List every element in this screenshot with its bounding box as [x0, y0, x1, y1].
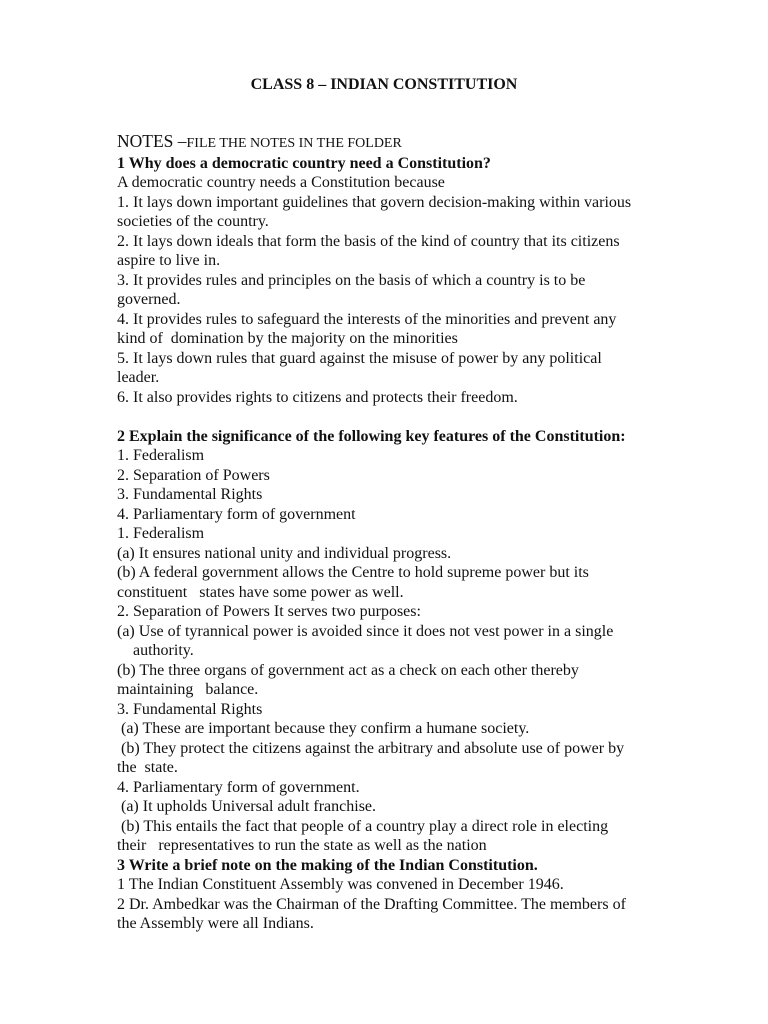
- question-2-heading: 2 Explain the significance of the following key features of the Constitution:: [117, 427, 626, 445]
- notes-header: [117, 132, 757, 154]
- text-line: governed.: [117, 291, 181, 308]
- text-line: leader.: [117, 369, 160, 386]
- text-line: (a) Use of tyrannical power is avoided since it does not vest power in a single: [117, 622, 614, 640]
- text-line: 4. Parliamentary form of government: [117, 505, 356, 523]
- text-line: kind of domination by the majority on the minorities: [117, 330, 458, 347]
- text-line: societies of the country.: [117, 213, 269, 230]
- text-line: (a) It ensures national unity and individual progress.: [117, 544, 452, 562]
- document-body: [117, 132, 757, 934]
- text-line: 4. Parliamentary form of government.: [117, 778, 360, 796]
- question-1-heading: 1 Why does a democratic country need a Constitution?: [117, 154, 491, 172]
- text-line: 1. It lays down important guidelines that govern decision-making within various: [117, 193, 632, 211]
- notes-instruction: FILE THE NOTES IN THE FOLDER: [186, 136, 402, 151]
- text-line: the state.: [117, 759, 178, 776]
- question-3-heading: 3 Write a brief note on the making of the Indian Constitution.: [117, 856, 538, 874]
- question-2-answer: [117, 446, 757, 856]
- text-line: 6. It also provides rights to citizens and protects their freedom.: [117, 388, 518, 406]
- text-line: 1. Federalism: [117, 447, 205, 464]
- text-line: their representatives to run the state as well as the nation: [117, 837, 487, 854]
- text-line: (a) It upholds Universal adult franchise.: [117, 798, 377, 815]
- text-line: 3. Fundamental Rights: [117, 700, 263, 718]
- text-line: aspire to live in.: [117, 252, 221, 269]
- text-line: (b) They protect the citizens against the arbitrary and absolute use of power by: [117, 739, 625, 757]
- notes-label: NOTES –: [117, 131, 187, 151]
- text-line: 2 Dr. Ambedkar was the Chairman of the Drafting Committee. The members of: [117, 895, 626, 913]
- text-line: maintaining balance.: [117, 681, 259, 698]
- text-line: constituent states have some power as well.: [117, 583, 404, 601]
- section-spacer: [117, 407, 757, 427]
- text-line: (b) This entails the fact that people of a country play a direct role in electing: [117, 817, 609, 835]
- text-line: 5. It lays down rules that guard against the misuse of power by any political: [117, 349, 602, 367]
- text-line: 4. It provides rules to safeguard the interests of the minorities and prevent any: [117, 310, 617, 328]
- text-line: (a) These are important because they confirm a humane society.: [117, 720, 530, 737]
- text-line: 1 The Indian Constituent Assembly was convened in December 1946.: [117, 876, 564, 893]
- text-line: 1. Federalism: [117, 525, 205, 542]
- text-line: 2. Separation of Powers: [117, 466, 270, 484]
- question-3-answer: [117, 875, 757, 934]
- text-line: authority.: [117, 642, 194, 659]
- text-line: (b) The three organs of government act as a check on each other thereby: [117, 661, 579, 679]
- question-1-answer: [117, 173, 757, 407]
- text-line: 2. Separation of Powers It serves two purposes:: [117, 603, 421, 620]
- text-line: the Assembly were all Indians.: [117, 915, 314, 932]
- text-line: (b) A federal government allows the Centre to hold supreme power but its: [117, 564, 589, 581]
- page-title: CLASS 8 – INDIAN CONSTITUTION: [250, 76, 518, 93]
- text-line: 3. Fundamental Rights: [117, 486, 263, 503]
- text-line: A democratic country needs a Constitution because: [117, 174, 445, 191]
- text-line: 2. It lays down ideals that form the basis of the kind of country that its citizens: [117, 232, 620, 250]
- text-line: 3. It provides rules and principles on the basis of which a country is to be: [117, 271, 586, 289]
